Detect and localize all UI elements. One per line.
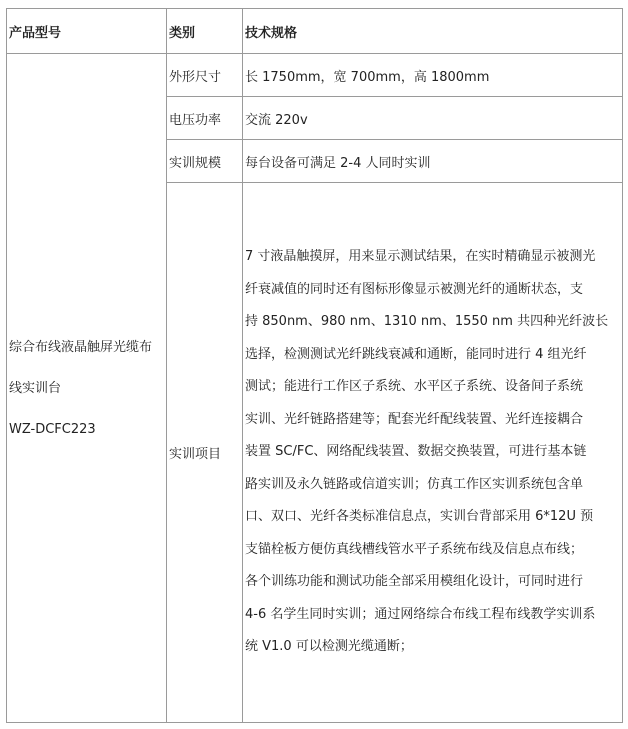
header-category: 类别	[167, 9, 243, 54]
model-code: WZ-DCFC223	[9, 421, 96, 437]
training-line-12: 4-6 名学生同时实训；通过网络综合布线工程布线教学实训系	[245, 606, 596, 622]
training-line-2: 纤衰减值的同时还有图标形像显示被测光纤的通断状态，支	[245, 281, 584, 297]
training-line-8: 路实训及永久链路或信道实训；仿真工作区实训系统包含单	[245, 476, 584, 492]
training-line-3: 持 850nm、980 nm、1310 nm、1550 nm 共四种光纤波长	[245, 314, 609, 330]
training-line-9: 口、双口、光纤各类标准信息点，实训台背部采用 6*12U 预	[245, 509, 594, 525]
header-model: 产品型号	[7, 9, 167, 54]
table-row-dimensions	[7, 54, 623, 97]
training-line-4: 选择，检测测试光纤跳线衰减和通断，能同时进行 4 组光纤	[245, 346, 587, 362]
training-line-7: 装置 SC/FC、网络配线装置、数据交换装置，可进行基本链	[245, 444, 587, 460]
training-line-5: 测试；能进行工作区子系统、水平区子系统、设备间子系统	[245, 379, 584, 395]
model-cell	[7, 54, 167, 723]
model-name-line-2: 线实训台	[9, 380, 62, 396]
spec-power: 交流 220v	[243, 97, 623, 140]
spec-scale: 每台设备可满足 2-4 人同时实训	[243, 140, 623, 183]
training-line-1: 7 寸液晶触摸屏，用来显示测试结果，在实时精确显示被测光	[245, 249, 596, 265]
training-line-11: 各个训练功能和测试功能全部采用模组化设计，可同时进行	[245, 574, 584, 590]
model-name-line-1: 综合布线液晶触屏光缆布	[9, 339, 153, 355]
category-dimensions: 外形尺寸	[167, 54, 243, 97]
category-scale: 实训规模	[167, 140, 243, 183]
training-line-6: 实训、光纤链路搭建等；配套光纤配线装置、光纤连接耦合	[245, 411, 584, 427]
training-line-10: 支锚栓板方便仿真线槽线管水平子系统布线及信息点布线；	[245, 541, 584, 557]
spec-training	[243, 183, 623, 723]
spec-table-container	[6, 8, 623, 723]
header-row	[7, 9, 623, 54]
spec-table	[6, 8, 623, 723]
spec-dimensions: 长 1750mm，宽 700mm，高 1800mm	[243, 54, 623, 97]
category-training: 实训项目	[167, 183, 243, 723]
header-spec: 技术规格	[243, 9, 623, 54]
category-power: 电压功率	[167, 97, 243, 140]
training-line-13: 统 V1.0 可以检测光缆通断；	[245, 639, 413, 655]
